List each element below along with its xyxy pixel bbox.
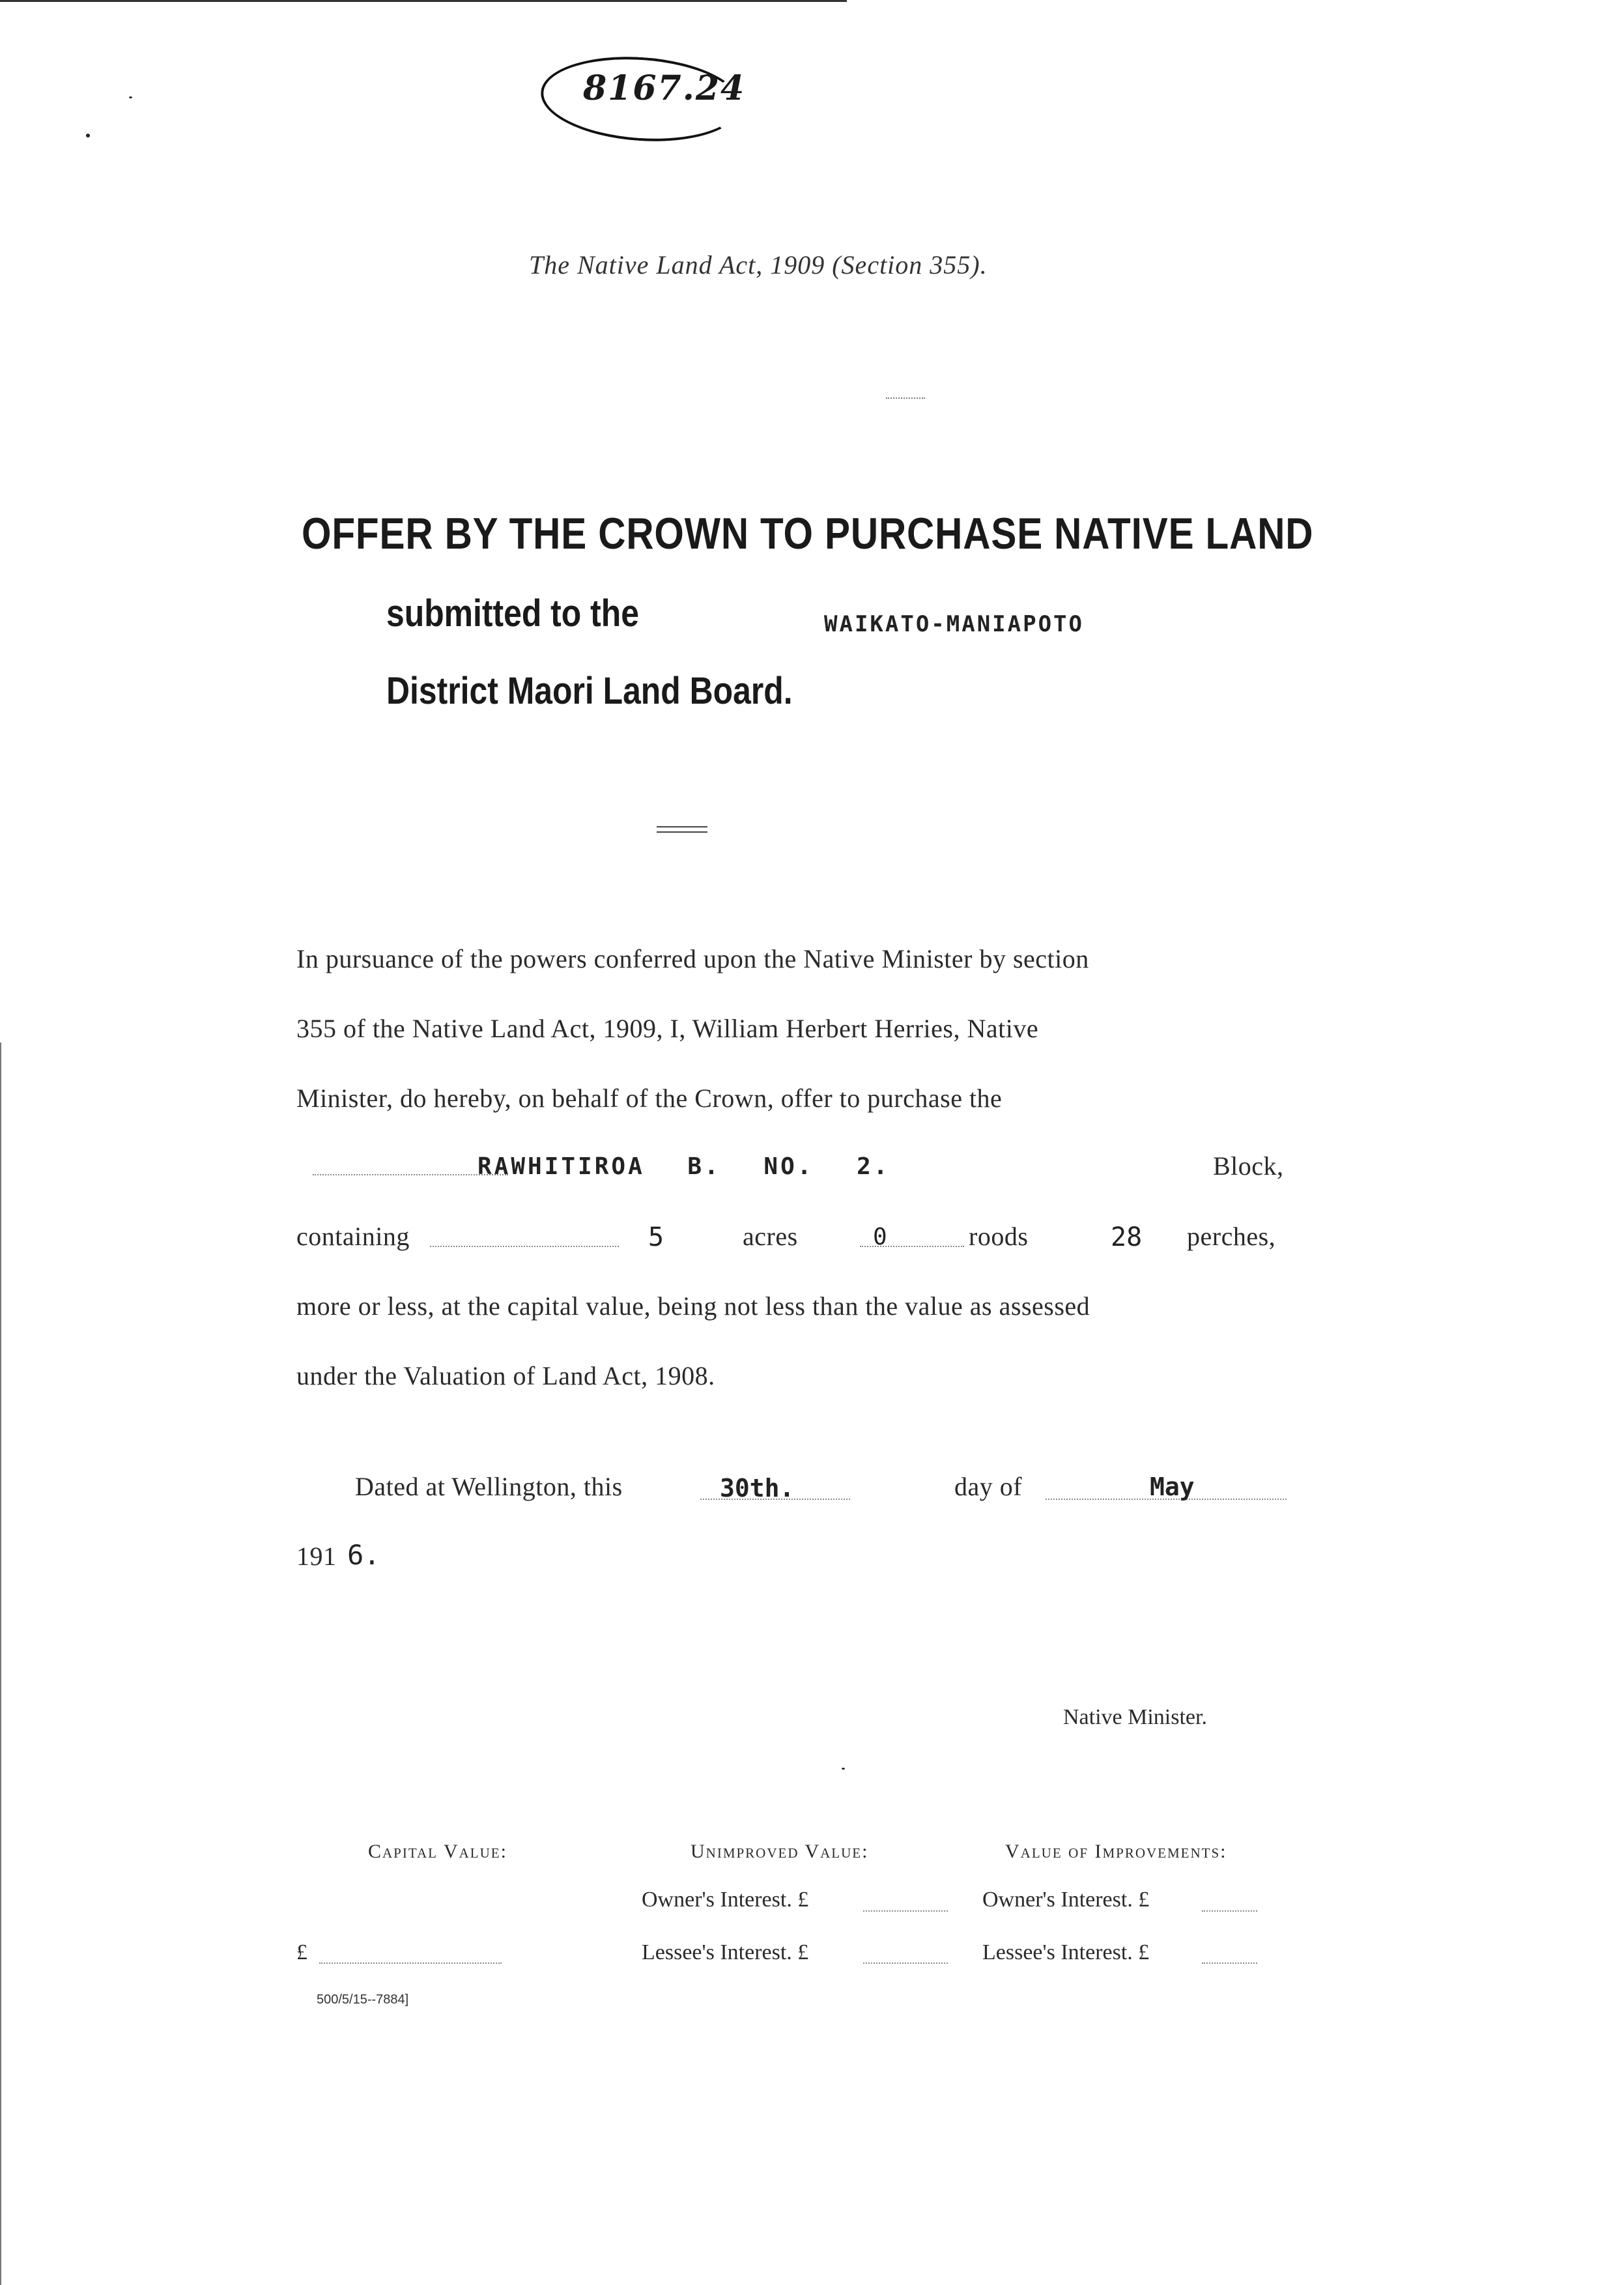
scan-edge-left	[0, 1042, 1, 2285]
improvements-lessees-blank	[1202, 1962, 1257, 1964]
day-value-typed: 30th.	[720, 1474, 795, 1502]
body-line-3: Minister, do hereby, on behalf of the Crown, offer to purchase the	[296, 1084, 1003, 1113]
acres-blank	[430, 1246, 619, 1247]
year-prefix: 191	[296, 1542, 337, 1571]
perches-value-typed: 28	[1111, 1222, 1143, 1252]
form-code: 500/5/15--7884]	[317, 1992, 409, 2007]
district-name-typed: WAIKATO-MANIAPOTO	[824, 611, 1084, 637]
perches-label: perches,	[1187, 1222, 1276, 1251]
unimproved-lessees-blank	[863, 1962, 948, 1964]
act-title: The Native Land Act, 1909 (Section 355).	[529, 250, 988, 280]
improvements-lessees-interest: Lessee's Interest. £	[982, 1940, 1150, 1964]
acres-label: acres	[743, 1222, 798, 1251]
acres-value-typed: 5	[648, 1222, 664, 1252]
roods-label: roods	[969, 1222, 1029, 1251]
month-value-typed: May	[1150, 1473, 1195, 1501]
double-rule	[657, 826, 707, 833]
unimproved-lessees-interest: Lessee's Interest. £	[642, 1940, 809, 1964]
unimproved-value-heading: Unimproved Value:	[691, 1841, 869, 1862]
day-of-label: day of	[954, 1472, 1023, 1501]
body-line-6: more or less, at the capital value, being not less than the value as assessed	[296, 1291, 1090, 1321]
scan-speck	[86, 134, 90, 137]
body-line-7: under the Valuation of Land Act, 1908.	[296, 1361, 715, 1390]
body-line-2: 355 of the Native Land Act, 1909, I, William Herbert Herries, Native	[296, 1014, 1039, 1043]
improvements-owners-blank	[1202, 1910, 1257, 1912]
capital-value-heading: Capital Value:	[368, 1841, 507, 1862]
unimproved-owners-blank	[863, 1910, 948, 1912]
improvements-owners-interest: Owner's Interest. £	[982, 1888, 1150, 1912]
main-heading: OFFER BY THE CROWN TO PURCHASE NATIVE LAND	[302, 509, 1314, 558]
roods-value-typed: 0	[873, 1224, 887, 1250]
submitted-to-label: submitted to the	[386, 592, 639, 635]
block-label: Block,	[1213, 1151, 1284, 1181]
scan-speck	[842, 1768, 845, 1770]
capital-currency: £	[296, 1940, 307, 1964]
scan-speck	[129, 96, 132, 98]
body-line-1: In pursuance of the powers conferred upon the Native Minister by section	[296, 944, 1089, 973]
board-label: District Maori Land Board.	[386, 670, 793, 712]
scan-edge-top	[0, 0, 847, 2]
containing-label: containing	[296, 1222, 410, 1251]
capital-value-blank	[319, 1962, 502, 1964]
year-suffix-typed: 6.	[347, 1539, 380, 1571]
signature-label: Native Minister.	[1063, 1705, 1207, 1729]
reference-number: 8167.24	[583, 68, 746, 108]
improvements-value-heading: Value of Improvements:	[1005, 1841, 1227, 1862]
dotted-rule	[886, 397, 925, 399]
unimproved-owners-interest: Owner's Interest. £	[642, 1888, 809, 1912]
block-name-typed: RAWHITIROA B. NO. 2.	[477, 1153, 890, 1180]
dated-prefix: Dated at Wellington, this	[355, 1472, 623, 1501]
